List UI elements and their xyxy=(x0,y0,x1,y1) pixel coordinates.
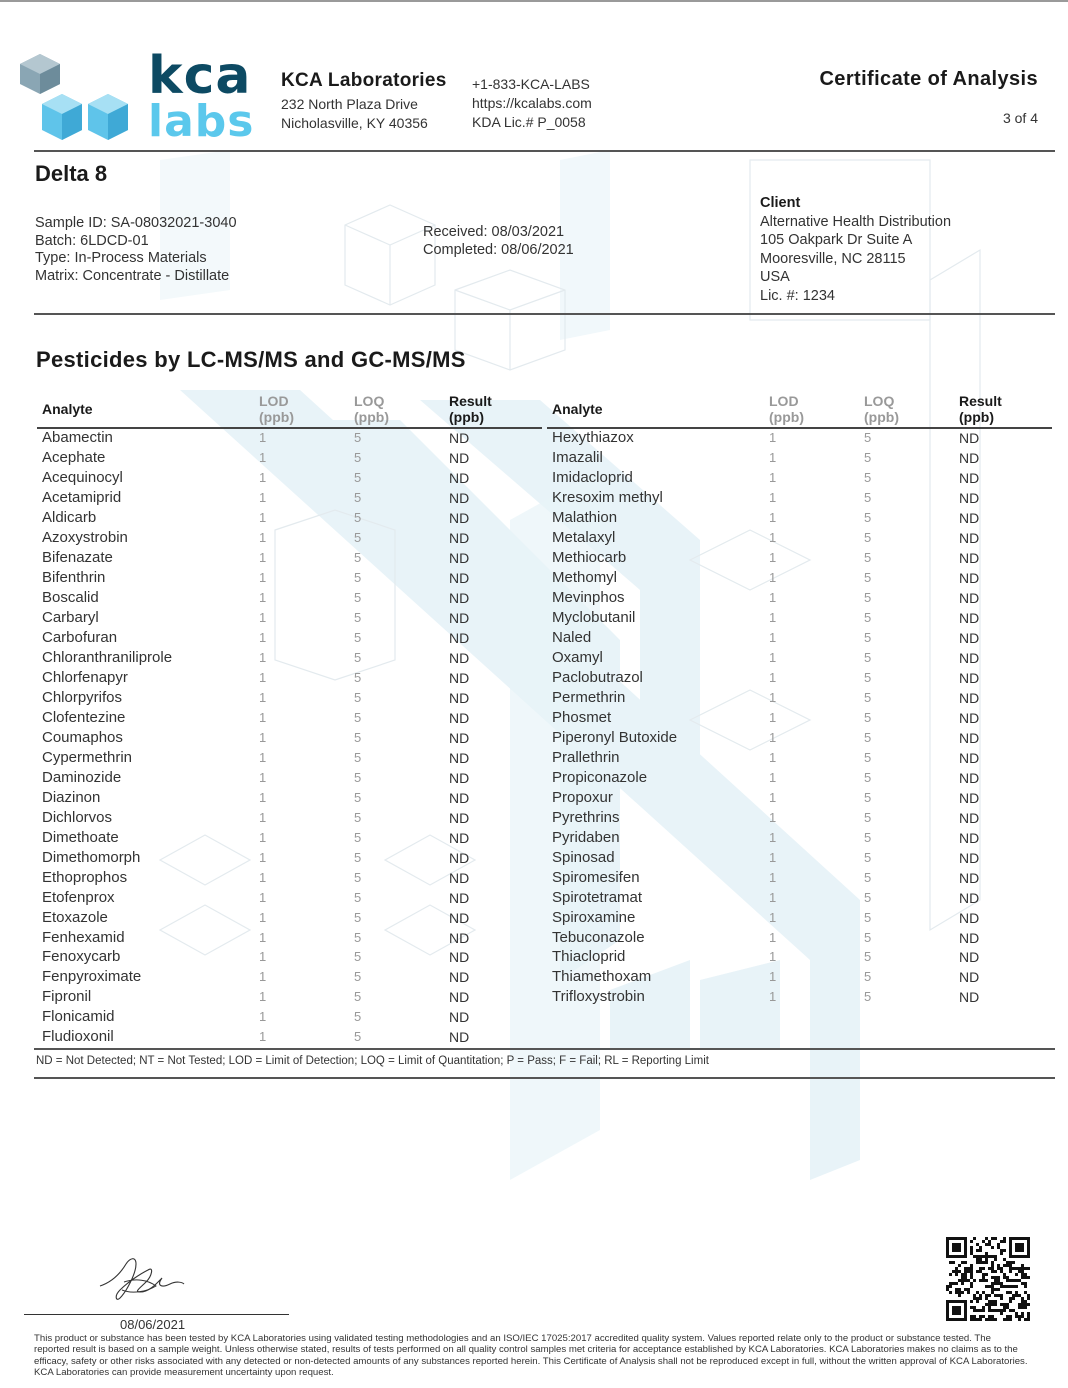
result-cell: ND xyxy=(959,709,980,726)
signature-date: 08/06/2021 xyxy=(120,1317,186,1332)
right-header-result: Result (ppb) xyxy=(959,393,1002,425)
analyte-cell: Methiocarb xyxy=(552,548,627,566)
result-cell: ND xyxy=(959,969,980,986)
lod-cell: 1 xyxy=(259,430,267,445)
client-info xyxy=(760,194,951,305)
loq-cell: 5 xyxy=(354,849,362,865)
analyte-cell: Bifenthrin xyxy=(42,568,106,586)
analyte-cell: Spinosad xyxy=(552,848,615,866)
lod-cell: 1 xyxy=(259,729,267,745)
lab-license: KDA Lic.# P_0058 xyxy=(472,114,586,130)
lod-cell: 1 xyxy=(259,789,267,805)
analyte-cell: Phosmet xyxy=(552,708,612,726)
loq-cell: 5 xyxy=(354,1009,362,1025)
result-cell: ND xyxy=(449,929,470,946)
analyte-cell: Methomyl xyxy=(552,568,618,586)
loq-cell: 5 xyxy=(864,489,872,505)
client-name: Alternative Health Distribution xyxy=(760,213,952,230)
lod-cell: 1 xyxy=(259,829,267,845)
result-cell: ND xyxy=(449,549,470,566)
lab-address-line2: Nicholasville, KY 40356 xyxy=(281,115,428,131)
loq-cell: 5 xyxy=(864,929,872,945)
analyte-cell: Trifloxystrobin xyxy=(552,988,645,1006)
analyte-cell: Boscalid xyxy=(42,588,99,606)
lod-cell: 1 xyxy=(259,849,267,865)
analyte-cell: Fenpyroximate xyxy=(42,968,142,986)
result-cell: ND xyxy=(959,809,980,826)
lod-cell: 1 xyxy=(769,849,777,865)
result-cell: ND xyxy=(449,449,470,466)
loq-cell: 5 xyxy=(864,949,872,965)
analyte-cell: Dimethomorph xyxy=(42,848,141,866)
right-header-loq: LOQ (ppb) xyxy=(864,393,899,425)
lod-cell: 1 xyxy=(259,449,267,465)
loq-cell: 5 xyxy=(354,689,362,705)
result-cell: ND xyxy=(959,509,980,526)
right-header-lod: LOD (ppb) xyxy=(769,393,804,425)
client-address-line2: Mooresville, NC 28115 xyxy=(760,250,906,267)
signature-icon xyxy=(96,1252,188,1308)
loq-cell: 5 xyxy=(354,469,362,485)
loq-cell: 5 xyxy=(354,909,362,925)
analyte-cell: Imidacloprid xyxy=(552,468,633,486)
loq-cell: 5 xyxy=(354,509,362,525)
result-cell: ND xyxy=(959,449,980,466)
lod-cell: 1 xyxy=(259,749,267,765)
loq-cell: 5 xyxy=(354,569,362,585)
analyte-cell: Metalaxyl xyxy=(552,528,616,546)
client-country: USA xyxy=(760,269,790,285)
lod-cell: 1 xyxy=(769,989,777,1005)
analyte-cell: Spiroxamine xyxy=(552,908,636,926)
loq-cell: 5 xyxy=(354,709,362,725)
document-title: Certificate of Analysis xyxy=(819,68,1038,90)
loq-cell: 5 xyxy=(864,909,872,925)
result-cell: ND xyxy=(449,609,470,626)
loq-cell: 5 xyxy=(354,549,362,565)
matrix: Matrix: Concentrate - Distillate xyxy=(35,267,230,284)
analyte-cell: Tebuconazole xyxy=(552,928,645,946)
analyte-cell: Fludioxonil xyxy=(42,1028,114,1046)
left-header-lod: LOD (ppb) xyxy=(259,393,294,425)
result-cell: ND xyxy=(449,709,470,726)
lod-cell: 1 xyxy=(259,649,267,665)
analyte-cell: Daminozide xyxy=(42,768,122,786)
lod-cell: 1 xyxy=(259,929,267,945)
result-cell: ND xyxy=(449,489,470,506)
analyte-cell: Thiacloprid xyxy=(552,948,626,966)
loq-cell: 5 xyxy=(354,969,362,985)
loq-cell: 5 xyxy=(354,430,362,445)
result-cell: ND xyxy=(959,889,980,906)
analyte-cell: Propiconazole xyxy=(552,768,648,786)
analyte-cell: Diazinon xyxy=(42,788,101,806)
analyte-cell: Dimethoate xyxy=(42,828,119,846)
loq-cell: 5 xyxy=(864,989,872,1005)
result-cell: ND xyxy=(959,989,980,1006)
section-title: Pesticides by LC-MS/MS and GC-MS/MS xyxy=(36,347,466,372)
lod-cell: 1 xyxy=(769,649,777,665)
analyte-cell: Hexythiazox xyxy=(552,429,634,446)
result-cell: ND xyxy=(959,569,980,586)
analyte-cell: Abamectin xyxy=(42,429,113,446)
left-header-analyte: Analyte xyxy=(42,401,93,417)
lod-cell: 1 xyxy=(769,609,777,625)
result-cell: ND xyxy=(959,529,980,546)
lod-cell: 1 xyxy=(259,529,267,545)
cubes-logo-icon xyxy=(18,52,136,144)
received-date: Received: 08/03/2021 xyxy=(423,224,565,240)
result-cell: ND xyxy=(449,809,470,826)
analyte-cell: Coumaphos xyxy=(42,728,123,746)
result-cell: ND xyxy=(959,729,980,746)
logo-wordmark-bottom: labs xyxy=(148,96,255,147)
loq-cell: 5 xyxy=(864,509,872,525)
loq-cell: 5 xyxy=(864,849,872,865)
lod-cell: 1 xyxy=(769,949,777,965)
loq-cell: 5 xyxy=(864,809,872,825)
loq-cell: 5 xyxy=(864,449,872,465)
lod-cell: 1 xyxy=(769,869,777,885)
client-license: Lic. #: 1234 xyxy=(760,287,835,304)
lod-cell: 1 xyxy=(259,809,267,825)
analyte-cell: Propoxur xyxy=(552,788,613,806)
analyte-cell: Kresoxim methyl xyxy=(552,488,663,506)
analyte-cell: Flonicamid xyxy=(42,1008,115,1026)
result-cell: ND xyxy=(959,789,980,806)
analyte-cell: Acequinocyl xyxy=(42,468,123,486)
result-cell: ND xyxy=(959,489,980,506)
analyte-cell: Chloranthraniliprole xyxy=(42,648,173,666)
result-cell: ND xyxy=(959,749,980,766)
loq-cell: 5 xyxy=(864,569,872,585)
result-cell: ND xyxy=(959,689,980,706)
lod-cell: 1 xyxy=(769,569,777,585)
analyte-cell: Malathion xyxy=(552,508,618,526)
result-cell: ND xyxy=(959,469,980,486)
lod-cell: 1 xyxy=(259,569,267,585)
result-cell: ND xyxy=(959,949,980,966)
result-cell: ND xyxy=(449,949,470,966)
right-header-analyte: Analyte xyxy=(552,401,603,417)
lod-cell: 1 xyxy=(259,609,267,625)
product-name: Delta 8 xyxy=(35,161,108,186)
analyte-cell: Dichlorvos xyxy=(42,808,113,826)
analyte-cell: Thiamethoxam xyxy=(552,968,652,986)
page-number: 3 of 4 xyxy=(1002,110,1038,126)
lab-phone: +1-833-KCA-LABS xyxy=(472,76,590,92)
result-cell: ND xyxy=(449,629,470,646)
analyte-cell: Spiromesifen xyxy=(552,868,640,886)
lod-cell: 1 xyxy=(769,469,777,485)
loq-cell: 5 xyxy=(864,629,872,645)
lod-cell: 1 xyxy=(259,969,267,985)
loq-cell: 5 xyxy=(354,769,362,785)
analyte-cell: Acetamiprid xyxy=(42,488,122,506)
analyte-cell: Fenhexamid xyxy=(42,928,125,946)
analyte-cell: Etoxazole xyxy=(42,908,108,926)
analyte-cell: Acephate xyxy=(42,448,106,466)
lod-cell: 1 xyxy=(259,769,267,785)
analyte-cell: Pyrethrins xyxy=(552,808,620,826)
loq-cell: 5 xyxy=(354,729,362,745)
lod-cell: 1 xyxy=(259,1009,267,1025)
client-heading: Client xyxy=(760,195,801,211)
loq-cell: 5 xyxy=(864,649,872,665)
loq-cell: 5 xyxy=(354,829,362,845)
lod-cell: 1 xyxy=(259,509,267,525)
loq-cell: 5 xyxy=(354,589,362,605)
result-cell: ND xyxy=(449,749,470,766)
result-cell: ND xyxy=(959,589,980,606)
lod-cell: 1 xyxy=(769,709,777,725)
lab-website[interactable]: https://kcalabs.com xyxy=(472,95,592,111)
analyte-cell: Carbofuran xyxy=(42,628,118,646)
loq-cell: 5 xyxy=(354,489,362,505)
lod-cell: 1 xyxy=(769,449,777,465)
lod-cell: 1 xyxy=(769,529,777,545)
loq-cell: 5 xyxy=(864,889,872,905)
loq-cell: 5 xyxy=(354,949,362,965)
lod-cell: 1 xyxy=(769,889,777,905)
analyte-cell: Spirotetramat xyxy=(552,888,643,906)
analyte-cell: Cypermethrin xyxy=(42,748,133,766)
loq-cell: 5 xyxy=(864,869,872,885)
result-cell: ND xyxy=(449,669,470,686)
qr-code-icon[interactable] xyxy=(946,1237,1030,1321)
result-cell: ND xyxy=(449,869,470,886)
lod-cell: 1 xyxy=(259,949,267,965)
lod-cell: 1 xyxy=(259,669,267,685)
analyte-cell: Naled xyxy=(552,628,592,646)
lod-cell: 1 xyxy=(259,489,267,505)
result-cell: ND xyxy=(449,689,470,706)
result-cell: ND xyxy=(449,569,470,586)
result-cell: ND xyxy=(959,769,980,786)
left-header-result: Result (ppb) xyxy=(449,393,492,425)
lod-cell: 1 xyxy=(769,549,777,565)
loq-cell: 5 xyxy=(864,969,872,985)
info-divider xyxy=(34,313,1055,315)
analyte-cell: Imazalil xyxy=(552,448,603,466)
completed-date: Completed: 08/06/2021 xyxy=(423,241,574,258)
loq-cell: 5 xyxy=(354,889,362,905)
legend: ND = Not Detected; NT = Not Tested; LOD = Limit of Detection; LOQ = Limit of Quantitation; P = Pass; F = Fail; RL = Reporting Limit xyxy=(36,1055,709,1067)
loq-cell: 5 xyxy=(864,669,872,685)
analyte-cell: Clofentezine xyxy=(42,708,126,726)
analyte-cell: Fenoxycarb xyxy=(42,948,121,966)
lab-address-line1: 232 North Plaza Drive xyxy=(281,96,418,112)
analyte-cell: Paclobutrazol xyxy=(552,668,643,686)
analyte-cell: Carbaryl xyxy=(42,608,99,626)
loq-cell: 5 xyxy=(354,809,362,825)
analyte-cell: Myclobutanil xyxy=(552,608,636,626)
result-cell: ND xyxy=(959,629,980,646)
loq-cell: 5 xyxy=(864,469,872,485)
lod-cell: 1 xyxy=(769,430,777,445)
lod-cell: 1 xyxy=(769,629,777,645)
left-header-loq: LOQ (ppb) xyxy=(354,393,389,425)
result-cell: ND xyxy=(449,909,470,926)
lod-cell: 1 xyxy=(259,909,267,925)
loq-cell: 5 xyxy=(354,649,362,665)
analyte-cell: Bifenazate xyxy=(42,548,113,566)
result-cell: ND xyxy=(959,849,980,866)
loq-cell: 5 xyxy=(864,709,872,725)
result-cell: ND xyxy=(449,1009,470,1026)
loq-cell: 5 xyxy=(354,1029,362,1045)
result-cell: ND xyxy=(959,549,980,566)
analyte-cell: Chlorpyrifos xyxy=(42,688,123,706)
analyte-cell: Chlorfenapyr xyxy=(42,668,128,686)
result-cell: ND xyxy=(959,909,980,926)
batch: Batch: 6LDCD-01 xyxy=(35,232,149,249)
loq-cell: 5 xyxy=(864,769,872,785)
lod-cell: 1 xyxy=(769,669,777,685)
dates xyxy=(423,224,574,259)
analyte-cell: Prallethrin xyxy=(552,748,620,766)
logo-wordmark-top: kca xyxy=(148,46,252,106)
loq-cell: 5 xyxy=(864,789,872,805)
analyte-cell: Fipronil xyxy=(42,988,92,1006)
loq-cell: 5 xyxy=(354,529,362,545)
analyte-cell: Pyridaben xyxy=(552,828,620,846)
result-cell: ND xyxy=(959,829,980,846)
lod-cell: 1 xyxy=(259,1029,267,1045)
loq-cell: 5 xyxy=(864,529,872,545)
sample-type: Type: In-Process Materials xyxy=(35,250,207,266)
analyte-cell: Mevinphos xyxy=(552,588,625,606)
lod-cell: 1 xyxy=(259,709,267,725)
lod-cell: 1 xyxy=(769,489,777,505)
lod-cell: 1 xyxy=(769,769,777,785)
lod-cell: 1 xyxy=(769,969,777,985)
result-cell: ND xyxy=(449,509,470,526)
disclaimer: This product or substance has been tested by KCA Laboratories using validated testing methodologies and an ISO/IEC 17025:2017 accredited quality system. Values reported relate only to the product or substance tested. The reported result is based on a sample weight. Unless otherwise stated, results of tests performed on all quality control samples met criteria for acceptance established by KCA Laboratories. KCA Laboratories makes no claims as to the efficacy, safety or other risks associated with any detected or non-detected amounts of any substances reported herein. This Certificate of Analysis shall not be reproduced except in full, without the written approval of KCA Laboratories. KCA Laboratories can provide measurement uncertainty upon request. xyxy=(34,1333,1028,1379)
loq-cell: 5 xyxy=(354,989,362,1005)
loq-cell: 5 xyxy=(354,609,362,625)
result-cell: ND xyxy=(959,430,980,446)
loq-cell: 5 xyxy=(864,549,872,565)
client-address-line1: 105 Oakpark Dr Suite A xyxy=(760,232,913,248)
lod-cell: 1 xyxy=(769,689,777,705)
loq-cell: 5 xyxy=(864,729,872,745)
sample-info xyxy=(35,215,237,285)
lod-cell: 1 xyxy=(769,749,777,765)
loq-cell: 5 xyxy=(864,749,872,765)
lod-cell: 1 xyxy=(769,909,777,925)
lod-cell: 1 xyxy=(769,729,777,745)
result-cell: ND xyxy=(449,789,470,806)
result-cell: ND xyxy=(449,1029,470,1046)
lod-cell: 1 xyxy=(259,629,267,645)
loq-cell: 5 xyxy=(354,749,362,765)
legend-divider xyxy=(34,1077,1055,1079)
result-cell: ND xyxy=(449,829,470,846)
result-cell: ND xyxy=(449,989,470,1006)
lod-cell: 1 xyxy=(259,689,267,705)
analyte-cell: Piperonyl Butoxide xyxy=(552,728,678,746)
table-bottom-divider xyxy=(34,1048,1055,1050)
lod-cell: 1 xyxy=(259,869,267,885)
loq-cell: 5 xyxy=(354,629,362,645)
loq-cell: 5 xyxy=(354,669,362,685)
analyte-cell: Azoxystrobin xyxy=(42,528,128,546)
loq-cell: 5 xyxy=(864,609,872,625)
result-cell: ND xyxy=(449,469,470,486)
result-cell: ND xyxy=(449,969,470,986)
result-cell: ND xyxy=(449,649,470,666)
result-cell: ND xyxy=(449,769,470,786)
signature-line xyxy=(24,1314,289,1315)
analyte-cell: Ethoprophos xyxy=(42,868,128,886)
result-cell: ND xyxy=(449,430,470,446)
result-cell: ND xyxy=(959,929,980,946)
lod-cell: 1 xyxy=(769,509,777,525)
result-cell: ND xyxy=(449,889,470,906)
result-cell: ND xyxy=(449,729,470,746)
loq-cell: 5 xyxy=(354,869,362,885)
lod-cell: 1 xyxy=(769,809,777,825)
result-cell: ND xyxy=(959,649,980,666)
loq-cell: 5 xyxy=(864,689,872,705)
lod-cell: 1 xyxy=(259,469,267,485)
result-cell: ND xyxy=(449,589,470,606)
lod-cell: 1 xyxy=(259,989,267,1005)
loq-cell: 5 xyxy=(864,589,872,605)
loq-cell: 5 xyxy=(354,929,362,945)
header-divider xyxy=(34,150,1055,152)
result-cell: ND xyxy=(959,669,980,686)
loq-cell: 5 xyxy=(354,449,362,465)
loq-cell: 5 xyxy=(864,829,872,845)
result-cell: ND xyxy=(959,609,980,626)
lod-cell: 1 xyxy=(769,789,777,805)
analyte-cell: Aldicarb xyxy=(42,508,97,526)
lod-cell: 1 xyxy=(259,549,267,565)
lab-name: KCA Laboratories xyxy=(281,70,447,91)
lod-cell: 1 xyxy=(259,889,267,905)
result-cell: ND xyxy=(449,529,470,546)
sample-id: Sample ID: SA-08032021-3040 xyxy=(35,215,237,231)
analyte-cell: Etofenprox xyxy=(42,888,115,906)
result-cell: ND xyxy=(449,849,470,866)
lod-cell: 1 xyxy=(769,829,777,845)
lod-cell: 1 xyxy=(769,929,777,945)
loq-cell: 5 xyxy=(354,789,362,805)
analyte-cell: Permethrin xyxy=(552,688,626,706)
loq-cell: 5 xyxy=(864,430,872,445)
lod-cell: 1 xyxy=(769,589,777,605)
analyte-cell: Oxamyl xyxy=(552,648,603,666)
lod-cell: 1 xyxy=(259,589,267,605)
result-cell: ND xyxy=(959,869,980,886)
